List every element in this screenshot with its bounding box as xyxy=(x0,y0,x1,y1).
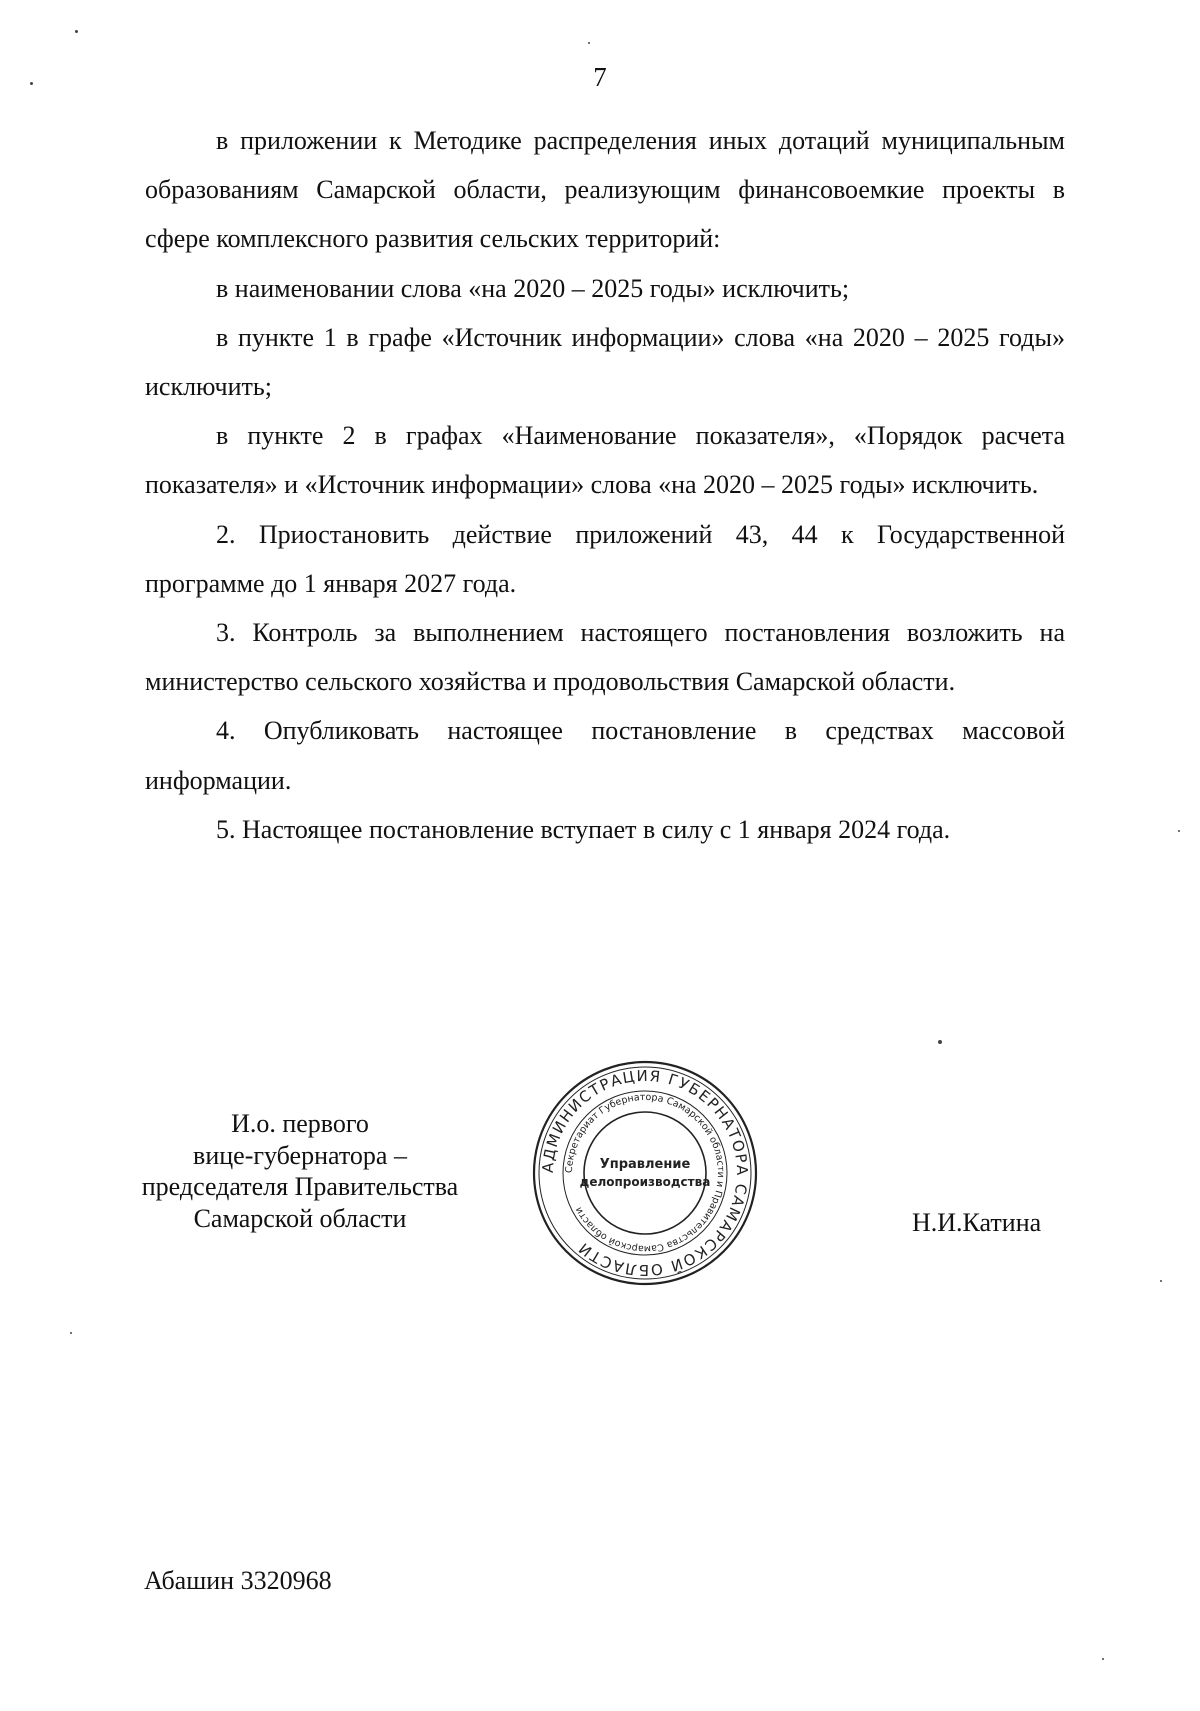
signatory-position xyxy=(110,1108,490,1234)
paragraph-item-1-change: в пункте 1 в графе «Источник информации» слова «на 2020 – 2025 годы» исключить; xyxy=(145,322,1065,402)
stamp-outer-text: АДМИНИСТРАЦИЯ ГУБЕРНАТОРА САМАРСКОЙ ОБЛАСТИ xyxy=(538,1066,752,1280)
signatory-position-line: вице-губернатора – xyxy=(193,1140,407,1170)
signatory-position-line: председателя Правительства xyxy=(141,1172,459,1201)
page-number: 7 xyxy=(593,62,607,92)
paragraph-item-2-change: в пункте 2 в графах «Наименование показателя», «Порядок расчета показателя» и «Источник информации» слова «на 2020 – 2025 годы» исключить. xyxy=(145,421,1065,500)
executor-info: Абашин 3320968 xyxy=(144,1566,332,1595)
signatory-position-line: Самарской области xyxy=(193,1203,407,1233)
paragraph-appendix-methodology: в приложении к Методике распределения иных дотаций муниципальным образованиям Самарской области, реализующим финансовоемкие проекты в сфере комплексного развития сельских территорий: xyxy=(145,126,1065,254)
paragraph-clause-5: 5. Настоящее постановление вступает в силу с 1 января 2024 года. xyxy=(216,814,951,844)
svg-text:Секретариат Губернатора Самарс xyxy=(564,1092,726,1254)
paragraph-clause-4: 4. Опубликовать настоящее постановление в средствах массовой информации. xyxy=(145,716,1065,795)
stamp-inner-text: Секретариат Губернатора Самарской области и Правительства Самарской области xyxy=(563,1091,727,1255)
paragraph-clause-3: 3. Контроль за выполнением настоящего постановления возложить на министерство сельского хозяйства и продовольствия Самарской области. xyxy=(145,618,1065,697)
signatory-name: Н.И.Катина xyxy=(912,1208,1042,1237)
signatory-position-line: И.о. первого xyxy=(231,1109,369,1138)
stamp-center-line: делопроизводства xyxy=(579,1175,711,1189)
signature-block xyxy=(110,1108,490,1234)
official-seal-stamp xyxy=(530,1058,760,1288)
paragraph-clause-2: 2. Приостановить действие приложений 43, 44 к Государственной программе до 1 января 2027 года. xyxy=(145,519,1065,598)
document-body xyxy=(145,116,1065,854)
paragraph-title-change: в наименовании слова «на 2020 – 2025 годы» исключить; xyxy=(216,273,850,303)
stamp-center-line: Управление xyxy=(599,1157,691,1172)
